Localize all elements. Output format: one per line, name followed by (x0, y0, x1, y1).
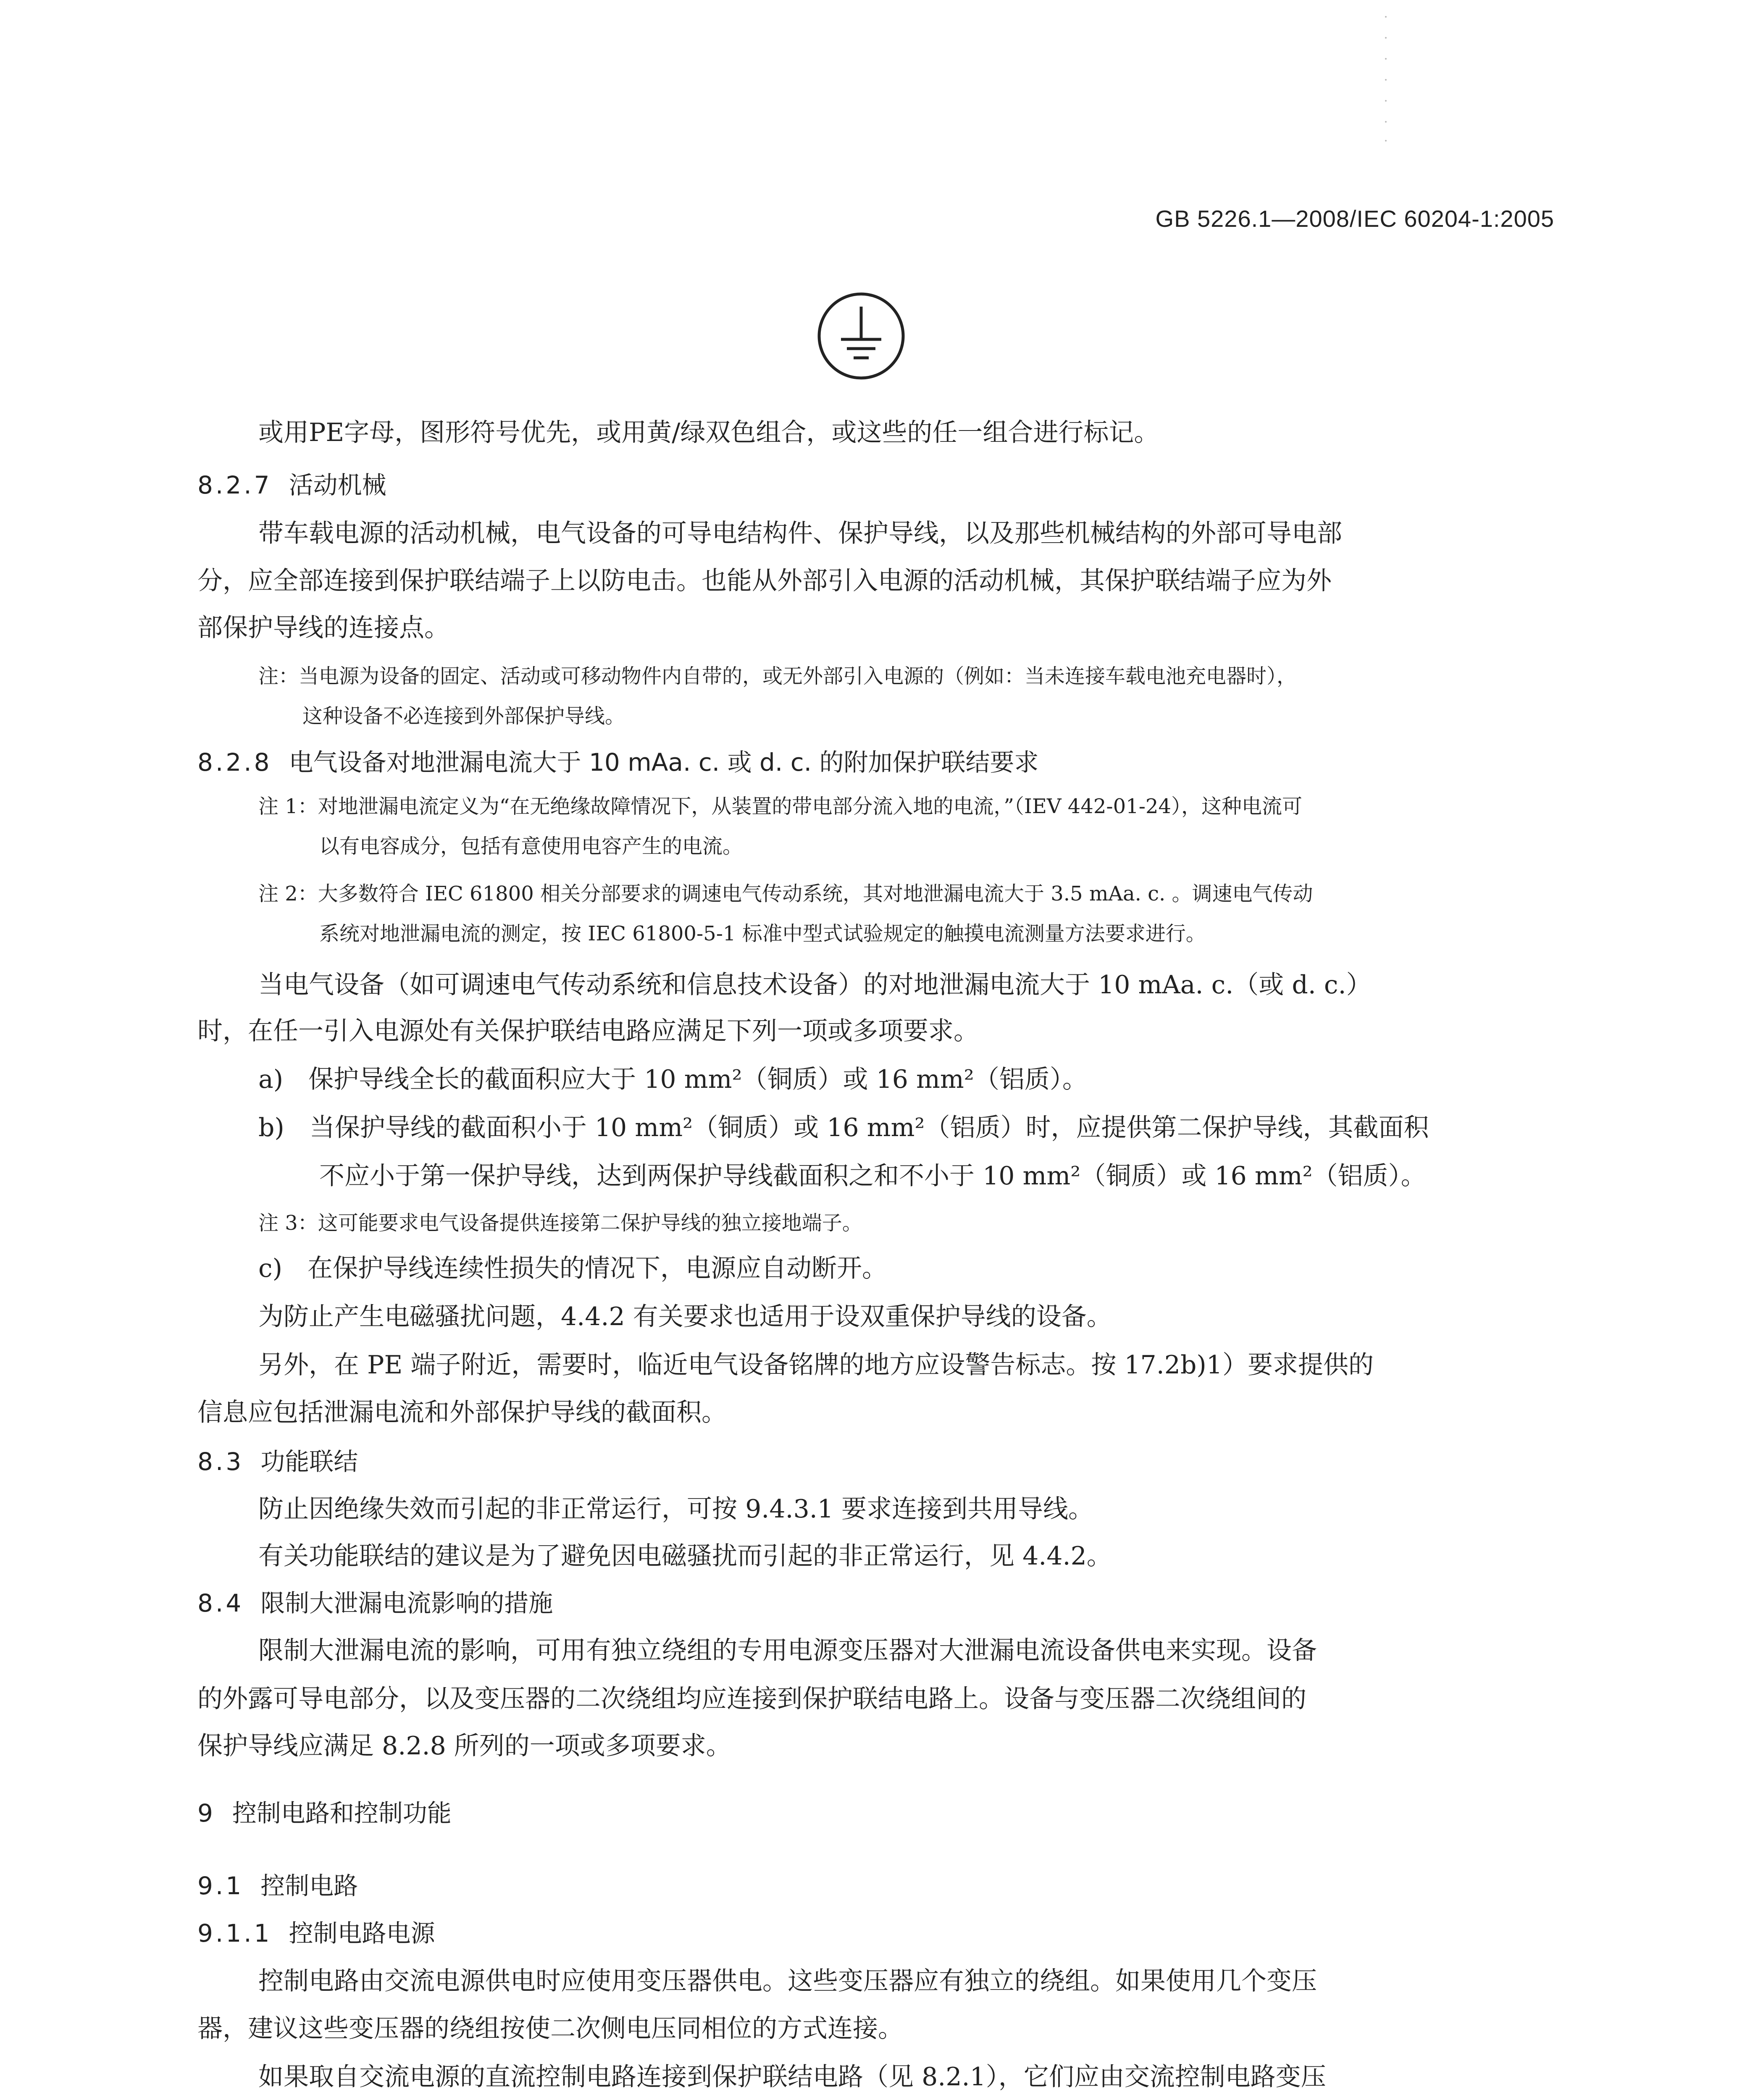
paragraph-line: 控制电路由交流电源供电时应使用变压器供电。这些变压器应有独立的绕组。如果使用几个变压 (258, 1966, 1317, 1996)
paragraph-line: 另外，在 PE 端子附近，需要时，临近电气设备铭牌的地方应设警告标志。按 17.2b)1）要求提供的 (258, 1350, 1374, 1380)
section-title: 功能联结 (260, 1447, 358, 1476)
paragraph-line: 时，在任一引入电源处有关保护联结电路应满足下列一项或多项要求。 (197, 1016, 979, 1046)
paragraph-line: 为防止产生电磁骚扰问题，4.4.2 有关要求也适用于设双重保护导线的设备。 (258, 1302, 1112, 1331)
paragraph-line: 防止因绝缘失效而引起的非正常运行，可按 9.4.3.1 要求连接到共用导线。 (258, 1494, 1094, 1524)
section-8-2-8-heading (197, 743, 1039, 781)
document-code-header: GB 5226.1—2008/IEC 60204-1:2005 (1155, 205, 1554, 232)
paragraph-line: 有关功能联结的建议是为了避免因电磁骚扰而引起的非正常运行，见 4.4.2。 (258, 1541, 1112, 1571)
paragraph-line: 如果取自交流电源的直流控制电路连接到保护联结电路（见 8.2.1），它们应由交流控制电路变压 (258, 2062, 1326, 2092)
protective-earth-icon (815, 290, 907, 382)
section-title: 控制电路 (260, 1872, 358, 1900)
section-number: 9.1 (197, 1872, 244, 1900)
section-9-1-heading (197, 1867, 358, 1905)
section-9-1-1-heading (197, 1914, 435, 1952)
note-2-line: 注 2：大多数符合 IEC 61800 相关分部要求的调速电气传动系统，其对地泄漏电流大于 3.5 mAa. c. 。调速电气传动 (258, 882, 1313, 906)
section-title: 限制大泄漏电流影响的措施 (260, 1589, 553, 1617)
section-number: 8.2.8 (197, 748, 272, 777)
section-number: 9.1.1 (197, 1919, 272, 1948)
paragraph-line: 的外露可导电部分，以及变压器的二次绕组均应连接到保护联结电路上。设备与变压器二次绕组间的 (197, 1684, 1306, 1714)
section-title: 控制电路电源 (289, 1919, 435, 1948)
section-title: 活动机械 (289, 471, 386, 499)
list-item-b: b) 当保护导线的截面积小于 10 mm²（铜质）或 16 mm²（铝质）时，应提供第二保护导线，其截面积 (258, 1113, 1429, 1142)
paragraph-line: 分，应全部连接到保护联结端子上以防电击。也能从外部引入电源的活动机械，其保护联结端子应为外 (197, 566, 1332, 596)
section-number: 9 (197, 1799, 215, 1827)
section-8-3-heading (197, 1443, 358, 1480)
paragraph-line: 限制大泄漏电流的影响，可用有独立绕组的专用电源变压器对大泄漏电流设备供电来实现。设备 (258, 1636, 1317, 1665)
scan-dots (1384, 13, 1387, 143)
paragraph-line: 带车载电源的活动机械，电气设备的可导电结构件、保护导线，以及那些机械结构的外部可导电部 (258, 519, 1342, 548)
list-item-b-continued: 不应小于第一保护导线，达到两保护导线截面积之和不小于 10 mm²（铜质）或 16 mm²（铝质）。 (319, 1161, 1426, 1191)
marking-sentence: 或用PE字母，图形符号优先，或用黄/绿双色组合，或这些的任一组合进行标记。 (258, 418, 1159, 447)
note-3-line: 注 3：这可能要求电气设备提供连接第二保护导线的独立接地端子。 (258, 1211, 862, 1235)
section-8-4-heading (197, 1584, 553, 1622)
chapter-9-heading (197, 1794, 452, 1832)
section-8-2-7-heading (197, 466, 386, 504)
note-2-line: 系统对地泄漏电流的测定，按 IEC 61800-5-1 标准中型式试验规定的触摸电流测量方法要求进行。 (319, 922, 1206, 945)
section-number: 8.3 (197, 1447, 244, 1476)
note-1-line: 注 1：对地泄漏电流定义为“在无绝缘故障情况下，从装置的带电部分流入地的电流，”（IEV 442-01-24），这种电流可 (258, 795, 1303, 818)
note-line: 注：当电源为设备的固定、活动或可移动物件内自带的，或无外部引入电源的（例如：当未连接车载电池充电器时）， (258, 664, 1297, 688)
section-title: 控制电路和控制功能 (232, 1799, 452, 1827)
note-line: 这种设备不必连接到外部保护导线。 (302, 704, 625, 728)
paragraph-line: 当电气设备（如可调速电气传动系统和信息技术设备）的对地泄漏电流大于 10 mAa. c.（或 d. c.） (258, 970, 1372, 1000)
list-item-c: c) 在保护导线连续性损失的情况下，电源应自动断开。 (258, 1254, 888, 1283)
paragraph-line: 保护导线应满足 8.2.8 所列的一项或多项要求。 (197, 1731, 731, 1761)
paragraph-line: 信息应包括泄漏电流和外部保护导线的截面积。 (197, 1398, 727, 1427)
note-1-line: 以有电容成分，包括有意使用电容产生的电流。 (319, 835, 743, 858)
paragraph-line: 器，建议这些变压器的绕组按使二次侧电压同相位的方式连接。 (197, 2014, 903, 2043)
section-number: 8.2.7 (197, 471, 272, 499)
section-number: 8.4 (197, 1589, 244, 1617)
paragraph-line: 部保护导线的连接点。 (197, 613, 449, 643)
section-title: 电气设备对地泄漏电流大于 10 mAa. c. 或 d. c. 的附加保护联结要求 (289, 748, 1039, 777)
list-item-a: a) 保护导线全长的截面积应大于 10 mm²（铜质）或 16 mm²（铝质）。 (258, 1065, 1088, 1094)
